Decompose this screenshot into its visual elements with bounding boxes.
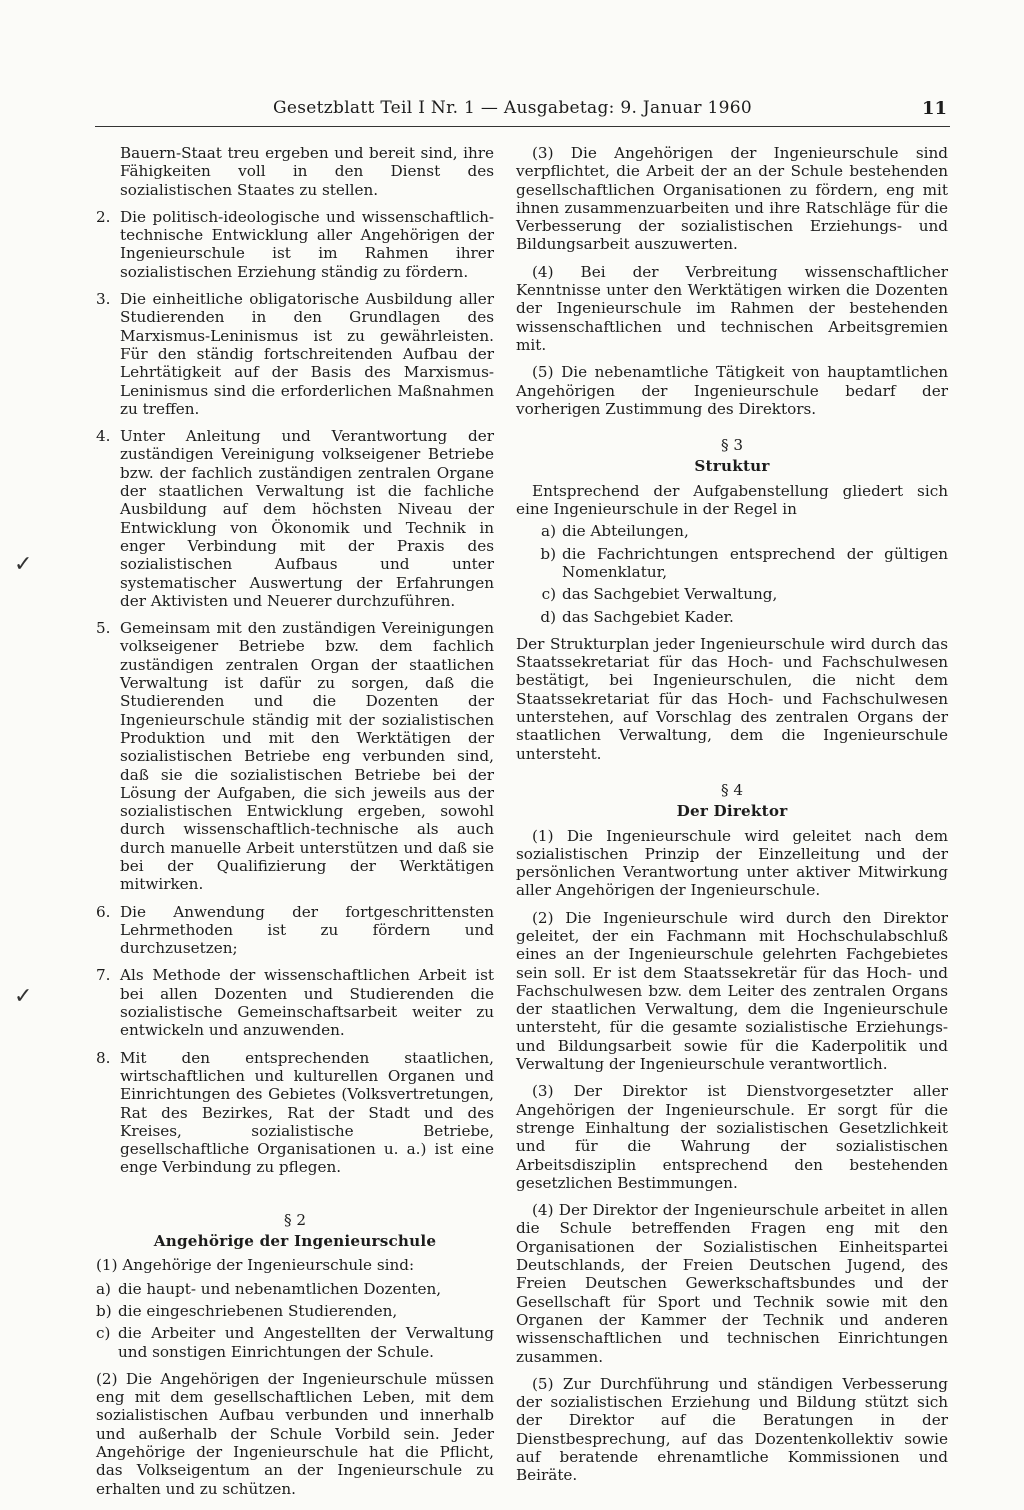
- sub-item: [516, 522, 948, 540]
- item-number: 6.: [96, 902, 111, 921]
- left-column: [96, 144, 494, 1507]
- sub-item: [516, 608, 948, 626]
- section-number: § 4: [720, 780, 744, 799]
- item-text: Mit den entsprechenden staatlichen, wirtschaftlichen und kulturellen Organen und Einrichtungen des Gebietes (Volksvertretungen, Rat des Bezirkes, Rat der Stadt und des Kreises, sozialistische Betriebe, gesellschaftliche Organisationen u. a.) ist eine enge Verbindung zu pflegen.: [120, 1048, 494, 1177]
- sub-item-letter: a): [96, 1279, 111, 1298]
- paragraph: (5) Die nebenamtliche Tätigkeit von hauptamtlichen Angehörigen der Ingenieurschule bedarf der vorherigen Zustimmung des Direktors.: [516, 363, 948, 418]
- sub-item: [96, 1324, 494, 1361]
- paragraph: (4) Bei der Verbreitung wissenschaftlicher Kenntnisse unter den Werktätigen wirken die Dozenten der Ingenieurschule im Rahmen der bestehenden wissenschaftlichen und technischen Arbeitsgremien mit.: [516, 262, 948, 354]
- list-item: [96, 903, 494, 958]
- sub-item-text: das Sachgebiet Kader.: [562, 607, 734, 626]
- item-text: Bauern-Staat treu ergeben und bereit sind, ihre Fähigkeiten voll in den Dienst des sozialistischen Staates zu stellen.: [120, 144, 494, 199]
- paragraph: Entsprechend der Aufgabenstellung gliedert sich eine Ingenieurschule in der Regel in: [516, 481, 948, 519]
- item-text: Gemeinsam mit den zuständigen Vereinigungen volkseigener Betriebe bzw. dem fachlich zuständigen zentralen Organ der staatlichen Verwaltung ist dafür zu sorgen, daß die Studierenden und die Dozenten der Ingenieurschule ständig mit der sozialistischen Produktion und mit den Werktätigen der sozialistischen Betriebe eng verbunden sind, daß sie die sozialistischen Betriebe bei der Lösung der Aufgaben, die sich jeweils aus der sozialistischen Entwicklung ergeben, sowohl durch wissenschaftlich-technische als auch durch manuelle Arbeit unterstützen und daß sie bei der Qualifizierung der Werktätigen mitwirken.: [120, 619, 494, 894]
- sub-item-text: die haupt- und nebenamtlichen Dozenten,: [118, 1279, 442, 1298]
- sub-item-text: die Abteilungen,: [562, 522, 689, 541]
- item-text: Als Methode der wissenschaftlichen Arbeit ist bei allen Dozenten und Studierenden die sozialistische Gemeinschaftsarbeit weiter zu entwickeln und anzuwenden.: [120, 966, 494, 1040]
- sub-item-letter: b): [540, 544, 556, 563]
- item-text: Die politisch-ideologische und wissenschaftlich-technische Entwicklung aller Angehörigen der Ingenieurschule ist im Rahmen ihrer sozialistischen Erziehung ständig zu fördern.: [120, 207, 494, 281]
- item-text: Die Anwendung der fortgeschrittensten Lehrmethoden ist zu fördern und durchzusetzen;: [120, 902, 494, 958]
- item-number: 3.: [96, 290, 111, 309]
- page-number: 11: [921, 98, 947, 119]
- sub-item: [516, 545, 948, 582]
- item-number: 4.: [96, 427, 111, 446]
- list-item: [96, 966, 494, 1039]
- paragraph: (1) Die Ingenieurschule wird geleitet nach dem sozialistischen Prinzip der Einzelleitung und der persönlichen Verantwortung unter aktiver Mitwirkung aller Angehörigen der Ingenieurschule.: [516, 826, 948, 900]
- sub-item-text: die Fachrichtungen entsprechend der gültigen Nomenklatur,: [562, 544, 948, 581]
- list-item: [96, 427, 494, 610]
- paragraph: (3) Der Direktor ist Dienstvorgesetzter aller Angehörigen der Ingenieurschule. Er sorgt für die strenge Einhaltung der sozialistischen Gesetzlichkeit und für die Wahrung der sozialistischen Arbeitsdisziplin entsprechend den bestehenden gesetzlichen Bestimmungen.: [516, 1082, 948, 1192]
- sub-item: [516, 585, 948, 603]
- paragraph: (4) Der Direktor der Ingenieurschule arbeitet in allen die Schule betreffenden Fragen eng mit den Organisationen der Sozialistischen Einheitspartei Deutschlands, der Freien Deutschen Jugend, des Freien Deutschen Gewerkschaftsbundes und der Gesellschaft für Sport und Technik sowie mit den Organen der Kammer der Technik und anderen wissenschaftlichen und technischen Einrichtungen zusammen.: [516, 1201, 948, 1366]
- sub-item-text: das Sachgebiet Verwaltung,: [562, 585, 778, 604]
- item-text: Die einheitliche obligatorische Ausbildung aller Studierenden in den Grundlagen des Marxismus-Leninismus ist zu gewährleisten. Für den ständig fortschreitenden Aufbau der Lehrtätigkeit auf der Basis des Marxismus-Leninismus sind die erforderlichen Maßnahmen zu treffen.: [120, 290, 494, 418]
- sub-item-letter: d): [540, 607, 556, 626]
- list-item: [96, 619, 494, 893]
- section-number: § 2: [283, 1210, 307, 1229]
- list-item: [96, 208, 494, 281]
- paragraph: Der Strukturplan jeder Ingenieurschule wird durch das Staatssekretariat für das Hoch- und Fachschulwesen bestätigt, bei Ingenieurschulen, die nicht dem Staatssekretariat für das Hoch- und Fachschulwesen unterstehen, auf Vorschlag des zentralen Organs der staatlichen Verwaltung, dem die Ingenieurschule untersteht.: [516, 634, 948, 763]
- header-title: Gesetzblatt Teil I Nr. 1 — Ausgabetag: 9. Januar 1960: [273, 98, 752, 118]
- list-item: [96, 1049, 494, 1177]
- sub-item-letter: b): [96, 1301, 112, 1320]
- section-title: Struktur: [694, 457, 770, 476]
- section-number: § 3: [720, 436, 744, 455]
- sub-item-text: die Arbeiter und Angestellten der Verwaltung und sonstigen Einrichtungen der Schule.: [118, 1324, 494, 1361]
- sub-item: [96, 1280, 494, 1298]
- item-number: 2.: [96, 207, 111, 226]
- list-item: [96, 290, 494, 418]
- paragraph: (2) Die Angehörigen der Ingenieurschule müssen eng mit dem gesellschaftlichen Leben, mit dem sozialistischen Aufbau verbunden und innerhalb und außerhalb der Schule Vorbild sein. Jeder Angehörige der Ingenieurschule hat die Pflicht, das Volkseigentum an der Ingenieurschule zu erhalten und zu schützen.: [96, 1369, 494, 1498]
- header-rule: [95, 126, 950, 127]
- item-number: 7.: [96, 966, 111, 985]
- margin-check-mark: ✓: [14, 552, 33, 577]
- sub-item: [96, 1302, 494, 1320]
- page-header: [95, 98, 947, 126]
- sub-item-letter: c): [96, 1324, 111, 1343]
- sub-item-text: die eingeschriebenen Studierenden,: [118, 1301, 398, 1320]
- margin-check-mark: ✓: [14, 984, 33, 1009]
- paragraph: (5) Zur Durchführung und ständigen Verbesserung der sozialistischen Erziehung und Bildung stützt sich der Direktor auf die Beratungen in der Dienstbesprechung, auf das Dozentenkollektiv sowie auf beratende ehrenamtliche Kommissionen und Beiräte.: [516, 1374, 948, 1485]
- section-title: Angehörige der Ingenieurschule: [153, 1232, 437, 1251]
- right-column: [516, 144, 948, 1494]
- sub-item-letter: c): [541, 585, 556, 604]
- item-text: Unter Anleitung und Verantwortung der zuständigen Vereinigung volkseigener Betriebe bzw. der fachlich zuständigen zentralen Organe der staatlichen Verwaltung ist die fachliche Ausbildung auf dem höchsten Niveau der Entwicklung von Ökonomik und Technik in enger Verbindung mit der Praxis des sozialistischen Aufbaus und unter systematischer Auswertung der Erfahrungen der Aktivisten und Neuerer durchzuführen.: [120, 427, 494, 610]
- item-number: 5.: [96, 619, 111, 638]
- section-title: Der Direktor: [676, 802, 788, 821]
- list-item: [96, 144, 494, 199]
- item-number: 8.: [96, 1048, 111, 1067]
- sub-item-letter: a): [541, 522, 556, 541]
- paragraph: (2) Die Ingenieurschule wird durch den Direktor geleitet, der ein Fachmann mit Hochschulabschluß eines an der Ingenieurschule gelehrten Fachgebietes sein soll. Er ist dem Staatssekretär für das Hoch- und Fachschulwesen bzw. dem Leiter des zentralen Organs der staatlichen Verwaltung, dem die Ingenieurschule untersteht, für die gesamte sozialistische Erziehungs- und Bildungsarbeit sowie für die Kaderpolitik und Verwaltung der Ingenieurschule verantwortlich.: [516, 908, 948, 1074]
- paragraph: (3) Die Angehörigen der Ingenieurschule sind verpflichtet, die Arbeit der an der Schule bestehenden gesellschaftlichen Organisationen zu fördern, eng mit ihnen zusammenzuarbeiten und ihre Ratschläge für die Verbesserung der sozialistischen Erziehungs- und Bildungsarbeit auszuwerten.: [516, 144, 948, 254]
- paragraph: (1) Angehörige der Ingenieurschule sind:: [96, 1256, 415, 1275]
